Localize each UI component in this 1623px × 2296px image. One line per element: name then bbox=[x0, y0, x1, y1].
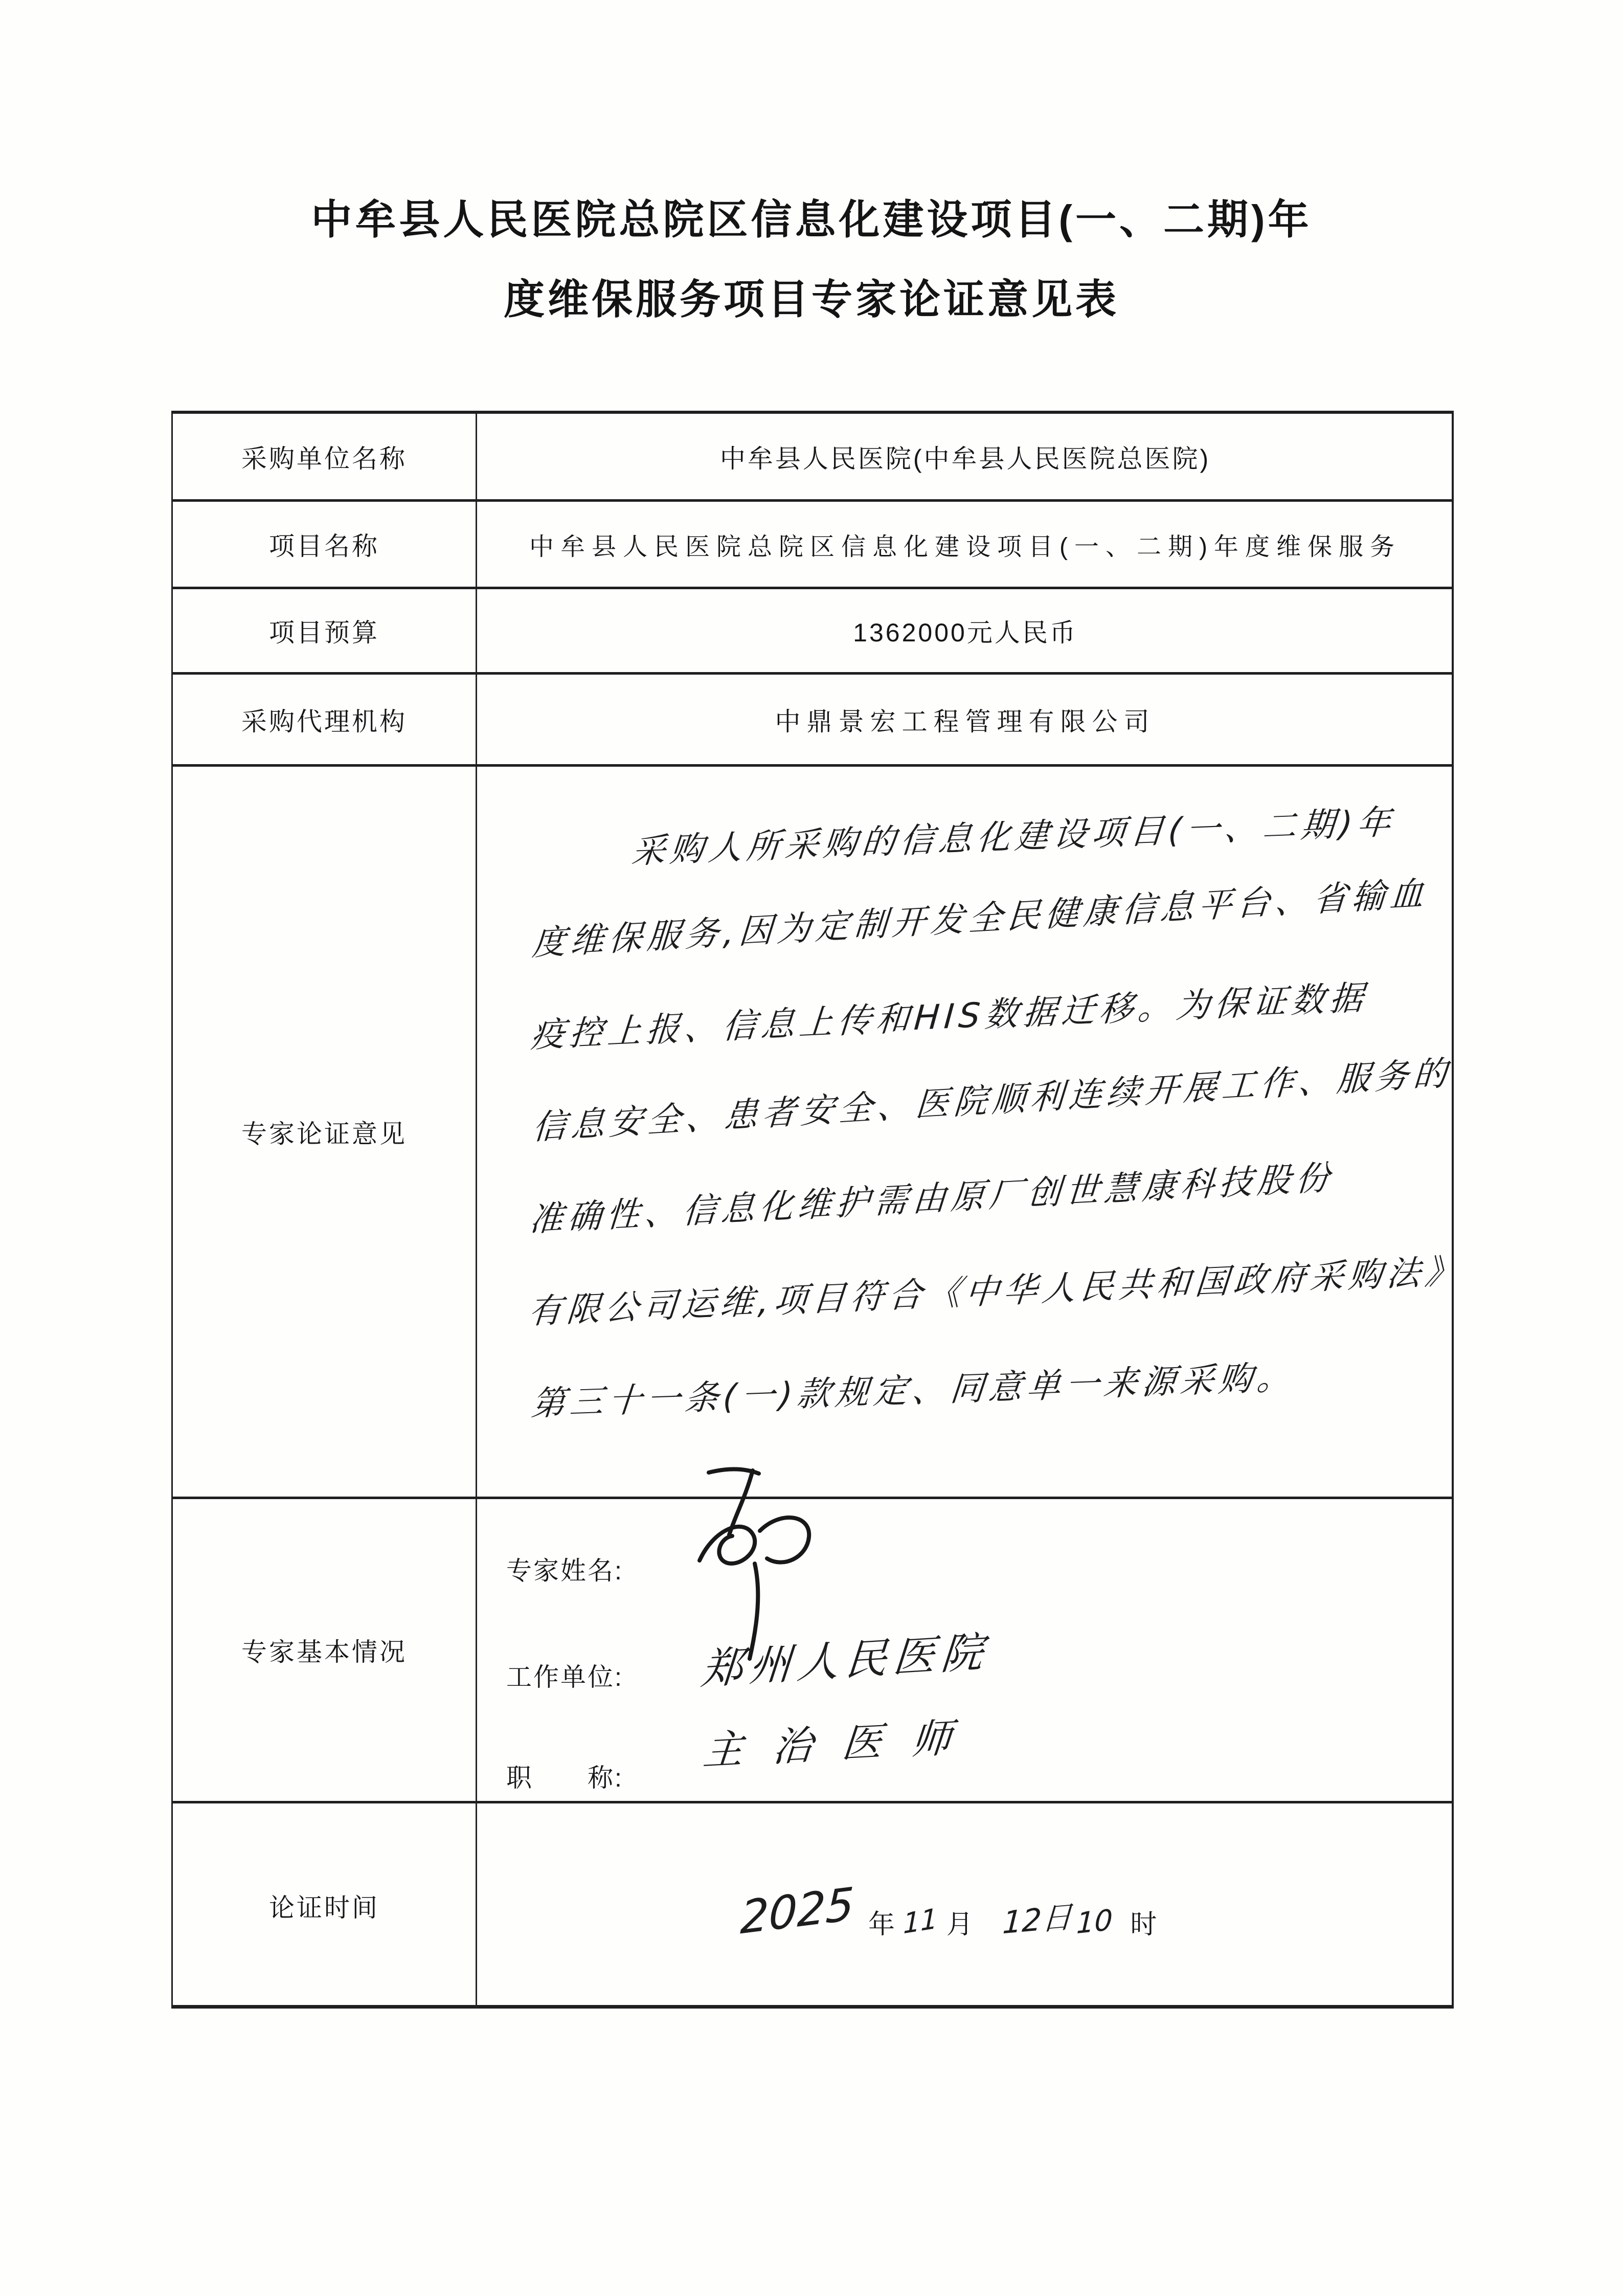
review-date bbox=[739, 1877, 1157, 1945]
row-label: 采购单位名称 bbox=[241, 444, 407, 473]
row-label: 专家基本情况 bbox=[241, 1638, 407, 1666]
row-label: 专家论证意见 bbox=[241, 1119, 407, 1148]
expert-name-label: 专家姓名: bbox=[506, 1556, 623, 1585]
handwritten-opinion-line: 度维保服务,因为定制开发全民健康信息平台、省输血 bbox=[531, 873, 1430, 964]
row-purchaser-value-cell bbox=[479, 414, 1452, 499]
title-line-1: 中牟县人民医院总院区信息化建设项目(一、二期)年 bbox=[311, 197, 1312, 242]
row-purchaser-label-cell bbox=[173, 414, 477, 499]
row-project-name-label-cell bbox=[173, 502, 477, 587]
row-review-time bbox=[173, 1803, 1452, 2008]
row-expert-info-value-cell bbox=[479, 1499, 1452, 1801]
handwritten-month: 11 bbox=[903, 1902, 938, 1941]
row-expert-opinion bbox=[173, 767, 1465, 1499]
row-budget-label-cell bbox=[173, 589, 477, 672]
row-expert-info-label-cell bbox=[173, 1499, 477, 1801]
handwritten-day: 12日 bbox=[1001, 1899, 1073, 1942]
row-budget bbox=[173, 589, 1452, 675]
row-project-name-value-cell bbox=[479, 502, 1452, 587]
handwritten-opinion-line: 第三十一条(一)款规定、同意单一来源采购。 bbox=[530, 1357, 1297, 1424]
handwritten-year: 2025 bbox=[739, 1877, 855, 1945]
form-table bbox=[171, 411, 1465, 2009]
expert-unit-handwritten-value: 郑州人民医院 bbox=[699, 1628, 991, 1695]
row-label: 论证时间 bbox=[269, 1893, 379, 1922]
row-agency-value-cell bbox=[479, 675, 1452, 764]
row-value: 中牟县人民医院总院区信息化建设项目(一、二期)年度维保服务 bbox=[529, 533, 1401, 561]
row-agency bbox=[173, 675, 1452, 767]
row-value: 1362000元人民币 bbox=[853, 618, 1077, 647]
title-line-2: 度维保服务项目专家论证意见表 bbox=[504, 277, 1119, 322]
hour-unit: 时 bbox=[1130, 1910, 1157, 1940]
document-title bbox=[0, 180, 1623, 340]
row-expert-opinion-label-cell bbox=[173, 767, 477, 1497]
month-unit: 月 bbox=[946, 1910, 973, 1940]
expert-title-handwritten-value: 主治医师 bbox=[701, 1713, 983, 1775]
row-value: 中鼎景宏工程管理有限公司 bbox=[775, 707, 1156, 736]
year-unit: 年 bbox=[868, 1910, 895, 1940]
handwritten-opinion-line: 疫控上报、信息上传和HIS数据迁移。为保证数据 bbox=[529, 977, 1369, 1056]
row-value: 中牟县人民医院(中牟县人民医院总医院) bbox=[719, 444, 1211, 473]
expert-unit-label: 工作单位: bbox=[506, 1663, 623, 1691]
handwritten-opinion-line: 准确性、信息化维护需由原厂创世慧康科技股份 bbox=[528, 1157, 1336, 1240]
expert-title-label: 职 称: bbox=[506, 1764, 623, 1792]
row-review-time-value-cell bbox=[479, 1803, 1452, 2008]
handwritten-opinion-line: 有限公司运维,项目符合《中华人民共和国政府采购法》 bbox=[527, 1251, 1465, 1332]
row-agency-label-cell bbox=[173, 675, 477, 764]
row-purchaser bbox=[173, 414, 1452, 502]
row-budget-value-cell bbox=[479, 589, 1452, 672]
handwritten-opinion-line: 采购人所采购的信息化建设项目(一、二期)年 bbox=[630, 802, 1397, 872]
handwritten-opinion-line: 信息安全、患者安全、医院顺利连续开展工作、服务的 bbox=[531, 1053, 1453, 1148]
row-label: 项目预算 bbox=[269, 618, 379, 647]
row-label: 项目名称 bbox=[269, 532, 379, 561]
row-label: 采购代理机构 bbox=[241, 707, 407, 736]
row-expert-opinion-value-cell bbox=[479, 767, 1465, 1497]
row-expert-info bbox=[173, 1499, 1452, 1803]
row-review-time-label-cell bbox=[173, 1803, 477, 2008]
handwritten-hour: 10 bbox=[1075, 1903, 1114, 1941]
row-project-name bbox=[173, 502, 1452, 589]
